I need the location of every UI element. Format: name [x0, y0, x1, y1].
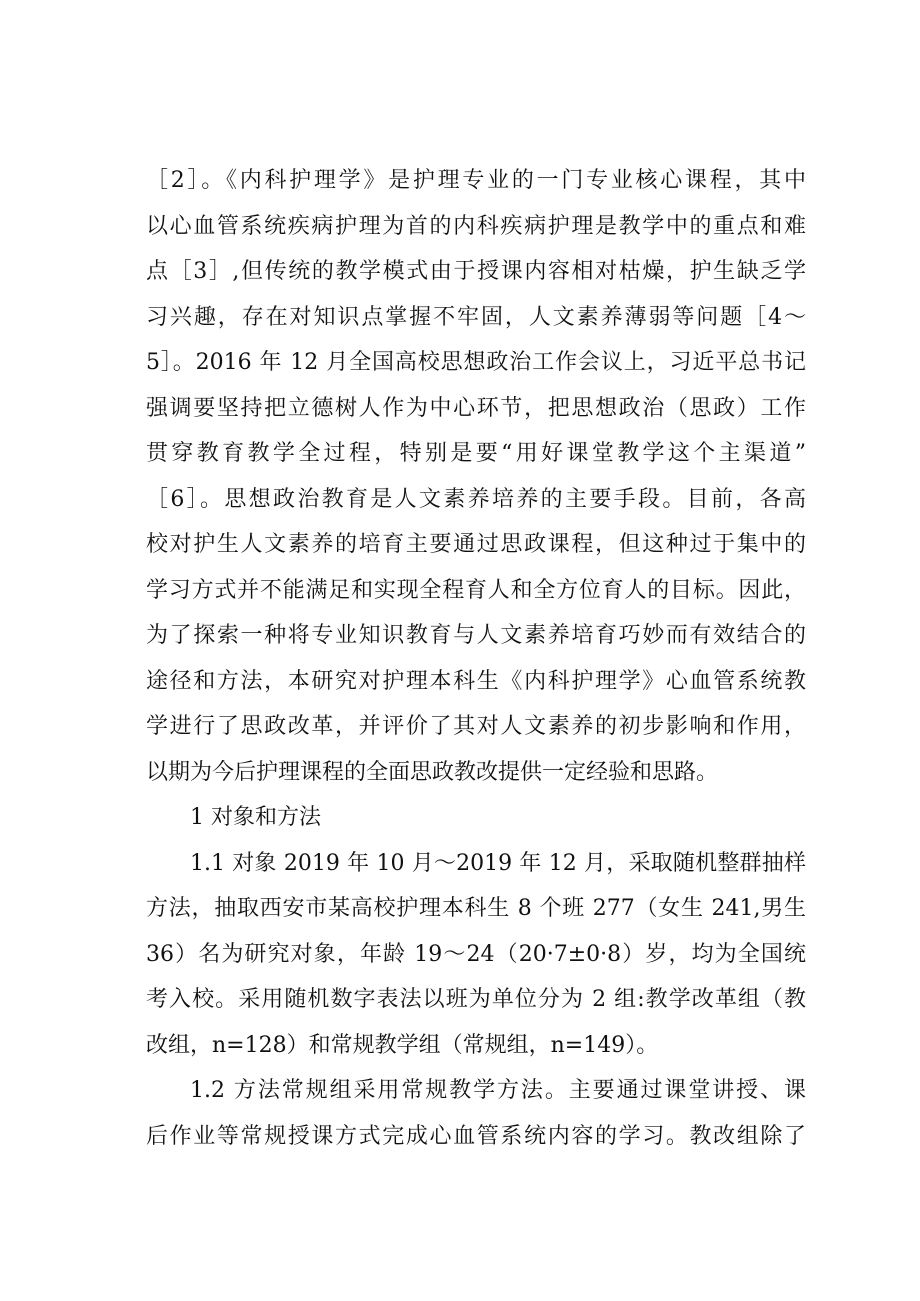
text-line: 方法，抽取西安市某高校护理本科生 8 个班 277（女生 241,男生 [146, 896, 806, 921]
text-line: ［6］。思想政治教育是人文素养培养的主要手段。目前，各高 [146, 486, 806, 512]
paragraph-section-1-2 [146, 1068, 806, 1159]
text-line: 学进行了思政改革，并评价了其对人文素养的初步影响和作用， [146, 714, 806, 739]
text-line: 贯穿教育教学全过程，特别是要“用好课堂教学这个主渠道” [146, 441, 806, 466]
paragraph-section-1-1 [146, 841, 806, 1069]
text-line: 点［3］,但传统的教学模式由于授课内容相对枯燥，护生缺乏学 [146, 259, 806, 284]
section-heading: 1 对象和方法 [190, 805, 321, 830]
text-line: 学习方式并不能满足和实现全程育人和全方位育人的目标。因此， [146, 577, 806, 603]
paragraph-intro [146, 158, 806, 795]
text-line: 考入校。采用随机数字表法以班为单位分为 2 组:教学改革组（教 [146, 987, 806, 1012]
text-line: 5］。2016 年 12 月全国高校思想政治工作会议上，习近平总书记 [146, 350, 806, 375]
text-line: 改组，n=128）和常规教学组（常规组，n=149）。 [146, 1032, 659, 1058]
text-line: 后作业等常规授课方式完成心血管系统内容的学习。教改组除了 [146, 1123, 806, 1149]
text-line: 途径和方法，本研究对护理本科生《内科护理学》心血管系统教 [146, 668, 806, 694]
text-line: 以心血管系统疾病护理为首的内科疾病护理是教学中的重点和难 [146, 213, 806, 239]
text-line: 1.2 方法常规组采用常规教学方法。主要通过课堂讲授、课 [190, 1078, 806, 1103]
body-text [146, 158, 806, 1159]
text-line: 校对护生人文素养的培育主要通过思政课程，但这种过于集中的 [146, 532, 806, 557]
text-line: 36）名为研究对象，年龄 19～24（20·7±0·8）岁，均为全国统 [146, 941, 806, 967]
text-line: ［2］。《内科护理学》是护理专业的一门专业核心课程，其中 [146, 168, 806, 193]
text-line: 强调要坚持把立德树人作为中心环节，把思想政治（思政）工作 [146, 395, 806, 421]
text-line: 习兴趣，存在对知识点掌握不牢固，人文素养薄弱等问题［4～ [146, 304, 806, 330]
text-line: 为了探索一种将专业知识教育与人文素养培育巧妙而有效结合的 [146, 623, 806, 648]
text-line: 1.1 对象 2019 年 10 月～2019 年 12 月，采取随机整群抽样 [190, 850, 806, 876]
text-line: 以期为今后护理课程的全面思政教改提供一定经验和思路。 [146, 759, 719, 785]
